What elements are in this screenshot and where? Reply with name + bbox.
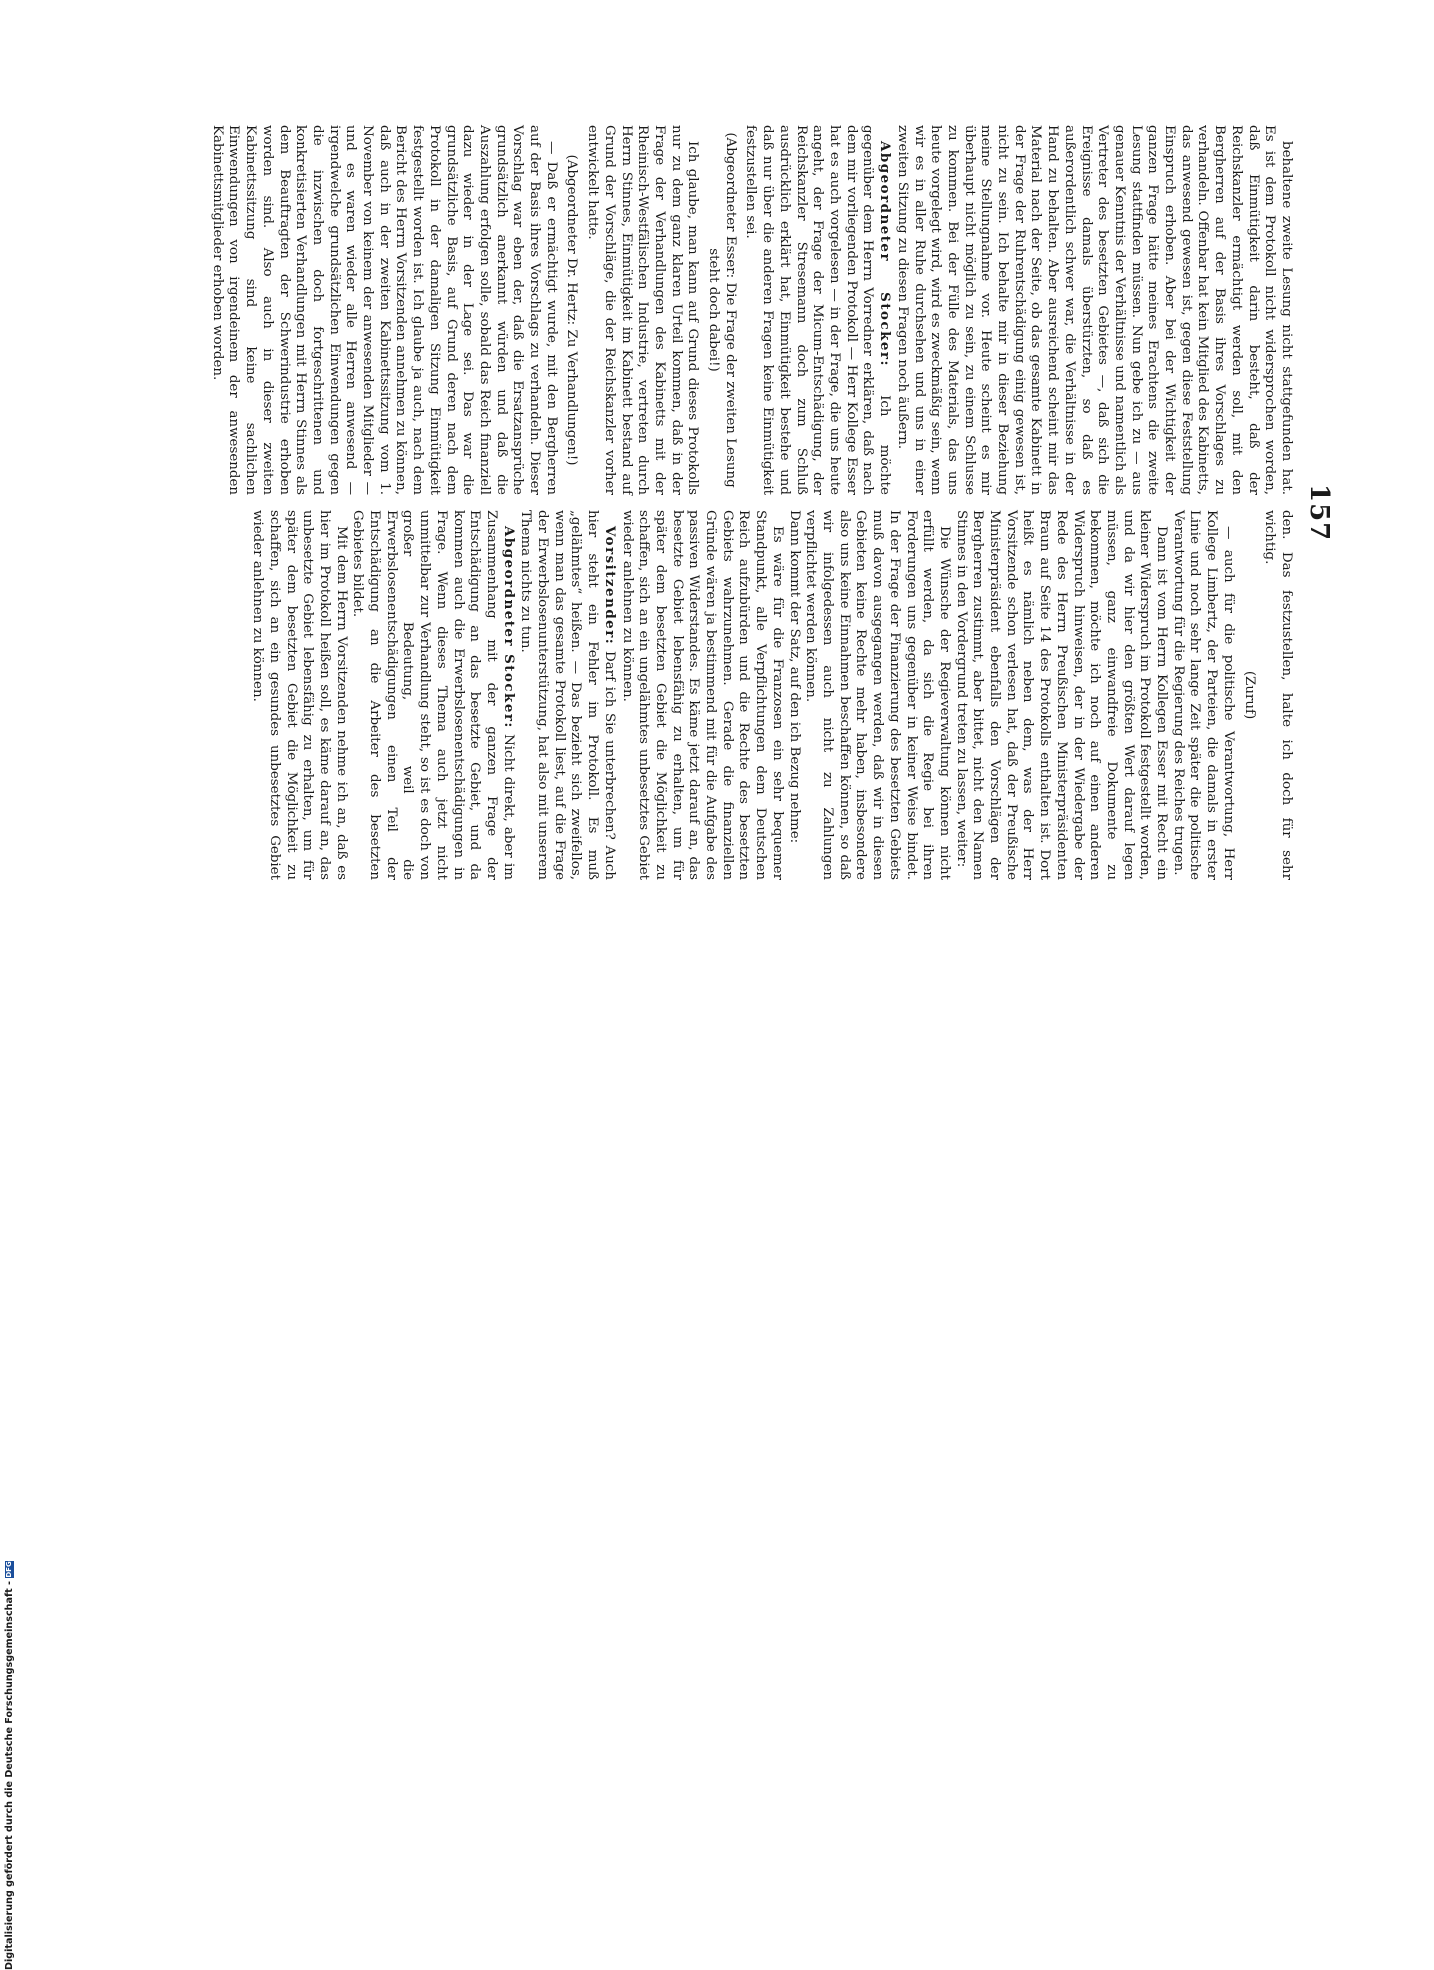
interjection [563, 125, 580, 495]
paragraph-text: Darf ich Sie unterbrechen? Auch hier steht ein Fehler im Protokoll. Es muß „gelähmtes“ heißen. — Das bezieht sich zweifellos, wenn man das gesamte Protokoll liest, auf die Frage der Erwerbslosenunterstützung, hat also mit unserem Thema nichts zu tun. [518, 510, 617, 880]
left-text-column [208, 125, 1294, 495]
footer-text: Digitalisierung gefördert durch die Deutsche Forschungsgemeinschaft - [3, 1580, 15, 1970]
paragraph [349, 510, 517, 880]
digitization-footer [0, 1370, 18, 1970]
paragraph [785, 510, 802, 880]
paragraph-text: — auch für die politische Verantwortung, Herr Kollege Limbertz, der Parteien, die damals in erster Linie und noch sehr lange Zeit später die politische Verantwortung für die Regierung des Reiches trugen. [1170, 510, 1236, 880]
speaker-name: Abgeordneter Stocker: [500, 526, 517, 729]
paragraph-text: (Abgeordneter Dr. Hertz: Zu Verhandlungen!) [564, 154, 580, 466]
paragraph [742, 125, 893, 495]
paragraph [248, 510, 348, 880]
paragraph [802, 510, 952, 880]
paragraph-text: Es wäre für die Franzosen ein sehr bequemer Standpunkt, alle Verpflichtungen dem Deutschen Reich aufzubürden und die Rechte des besetzten Gebiets wahrzunehmen. Gerade die finanziellen Gründe wären ja bestimmend mit für die Aufgabe des passiven Widerstandes. Es käme jetzt darauf an, das besetzte Gebiet lebensfähig zu erhalten, um für später dem besetzten Gebiet die Möglichkeit zu schaffen, sich an ein ungelähmtes unbesetztes Gebiet wieder anlehnen zu können. [619, 510, 785, 880]
paragraph [618, 510, 785, 880]
paragraph-text: Ich glaube, man kann auf Grund dieses Protokolls nur zu dem ganz klaren Urteil kommen, daß in der Frage der Verhandlungen des Kabinetts mit der Rheinisch-Westfälischen Industrie, vertreten durch Herrn Stinnes, Einmütigkeit im Kabinett bestand auf Grund der Vorschläge, die der Reichskanzler vorher entwickelt hatte. [585, 125, 701, 495]
paragraph-text: (Abgeordneter Esser: Die Frage der zweiten Lesung steht doch dabei!) [706, 132, 738, 488]
paragraph [583, 125, 700, 495]
interjection [704, 125, 737, 495]
paragraph-text: Ich möchte gegenüber dem Herrn Vorredner erklären, daß nach dem mir vorliegenden Protokoll — Herr Kollege Esser hat es auch vorgelesen — in der Frage, die uns heute angeht, der Frage der Micum-Entschädigung, der Reichskanzler Stresemann doch zum Schluß ausdrücklich erklärt hat, Einmütigkeit bestehe und daß nur über die anderen Fragen keine Einmütigkeit festzustellen sei. [743, 125, 893, 495]
paragraph [1261, 510, 1294, 880]
paragraph-text: Dann ist vom Herrn Kollegen Esser mit Recht ein kleiner Widerspruch im Protokoll festgestellt worden, und da wir hier den größten Wert darauf legen müssen, ganz einwandfreie Dokumente zu bekommen, möchte ich noch auf einen anderen Widerspruch hinweisen, der in der Wiedergabe der Rede des Herrn Preußischen Ministerpräsidenten Braun auf Seite 14 des Protokolls enthalten ist. Dort heißt es nämlich neben dem, was der Herr Vorsitzende schon verlesen hat, daß der Preußische Ministerpräsident ebenfalls den Vorschlägen der Bergherren zustimmt, aber bittet, nicht den Namen Stinnes in den Vordergrund treten zu lassen, weiter: [953, 510, 1170, 880]
page-number: 157 [1304, 484, 1334, 542]
dfg-logo-icon: DFG [4, 1561, 13, 1578]
speaker-name: Abgeordneter Stocker: [877, 141, 894, 367]
paragraph-text: behaltene zweite Lesung nicht stattgefunden hat. Es ist dem Protokoll nicht widersprochen worden, daß Einmütigkeit darin besteht, daß der Reichskanzler ermächtigt werden soll, mit den Bergherren auf der Basis ihres Vorschlages zu verhandeln. Offenbar hat kein Mitglied des Kabinetts, das anwesend gewesen ist, gegen diese Feststellung Einspruch erhoben. Aber bei der Wichtigkeit der ganzen Frage hätte meines Erachtens die zweite Lesung stattfinden müssen. Nun gebe ich zu — aus genauer Kenntnis der Verhältnisse und namentlich als Vertreter des besetzten Gebietes —, daß sich die Ereignisse damals überstürzten, so daß es außerordentlich schwer war, die Verhältnisse in der Hand zu behalten. Aber ausreichend scheint mir das Material nach der Seite, ob das gesamte Kabinett in der Frage der Ruhrentschädigung einig gewesen ist, nicht zu sein. Ich behalte mir in dieser Beziehung meine Stellungnahme vor. Heute scheint es mir überhaupt nicht möglich zu sein, zu einem Schlusse zu kommen. Bei der Fülle des Materials, das uns heute vorgelegt wird, wird es zweckmäßig sein, wenn wir es in aller Ruhe durchsehen und uns in einer zweiten Sitzung zu diesen Fragen noch äußern. [894, 125, 1294, 495]
interjection [1240, 510, 1257, 880]
paragraph-text: (Zuruf) [1241, 670, 1257, 720]
paragraph-text: den. Das festzustellen, halte ich doch für sehr wichtig. [1262, 510, 1294, 880]
paragraph [952, 510, 1169, 880]
paragraph [517, 510, 618, 880]
paragraph [1169, 510, 1236, 880]
paragraph-text: Nicht direkt, aber im Zusammenhang mit der ganzen Frage der Entschädigung an das besetzte Gebiet, und da kommen auch die Erwerbslosenentschädigungen in Frage. Wenn dieses Thema auch jetzt nicht unmittelbar zur Verhandlung steht, so ist es doch von großer Bedeutung, weil die Erwerbslosenentschädigungen einen Teil der Entschädigung an die Arbeiter des besetzten Gebietes bildet. [350, 510, 516, 880]
paragraph-text: Mit dem Herrn Vorsitzenden nehme ich an, daß es hier im Protokoll heißen soll, es käme darauf an, das unbesetzte Gebiet lebensfähig zu erhalten, um für später dem besetzten Gebiet die Möglichkeit zu schaffen, sich an ein gesundes unbesetztes Gebiet wieder anlehnen zu können. [250, 510, 349, 880]
paragraph [208, 125, 559, 495]
paragraph-text: Dann kommt der Satz, auf den ich Bezug nehme: [786, 510, 802, 844]
paragraph-text: Die Wünsche der Regieverwaltung können nicht erfüllt werden, da sich die Regie bei ihren Forderungen uns gegenüber in keiner Weise bindet. In der Frage der Finanzierung des besetzten Gebiets muß davon ausgegangen werden, daß wir in diesen Gebieten keine Rechte mehr haben, insbesondere also uns keine Einnahmen beschaffen können, so daß wir infolgedessen auch nicht zu Zahlungen verpflichtet werden können. [803, 510, 952, 880]
paragraph-text: — Daß er ermächtigt wurde, mit den Bergherren auf der Basis ihres Vorschlags zu verhandeln. Dieser Vorschlag war eben der, daß die Ersatzansprüche grundsätzlich anerkannt würden und daß die Auszahlung erfolgen solle, sobald das Reich finanziell dazu wieder in der Lage sei. Das war die grundsätzliche Basis, auf Grund deren nach dem Protokoll in der damaligen Sitzung Einmütigkeit festgestellt worden ist. Ich glaube ja auch, nach dem Bericht des Herrn Vorsitzenden annehmen zu können, daß auch in der zweiten Kabinettssitzung vom 1. November von keinem der anwesenden Mitglieder — und es waren wieder alle Herren anwesend — irgendwelche grundsätzlichen Einwendungen gegen die inzwischen doch fortgeschrittenen und konkretisierten Verhandlungen mit Herrn Stinnes als dem Beauftragten der Schwerindustrie erhoben worden sind. Also auch in dieser zweiten Kabinettssitzung sind keine sachlichen Einwendungen von irgendeinem der anwesenden Kabinettsmitglieder erhoben worden. [209, 125, 559, 495]
speaker-name: Vorsitzender: [601, 526, 618, 646]
paragraph [893, 125, 1294, 495]
right-text-column [248, 510, 1294, 880]
